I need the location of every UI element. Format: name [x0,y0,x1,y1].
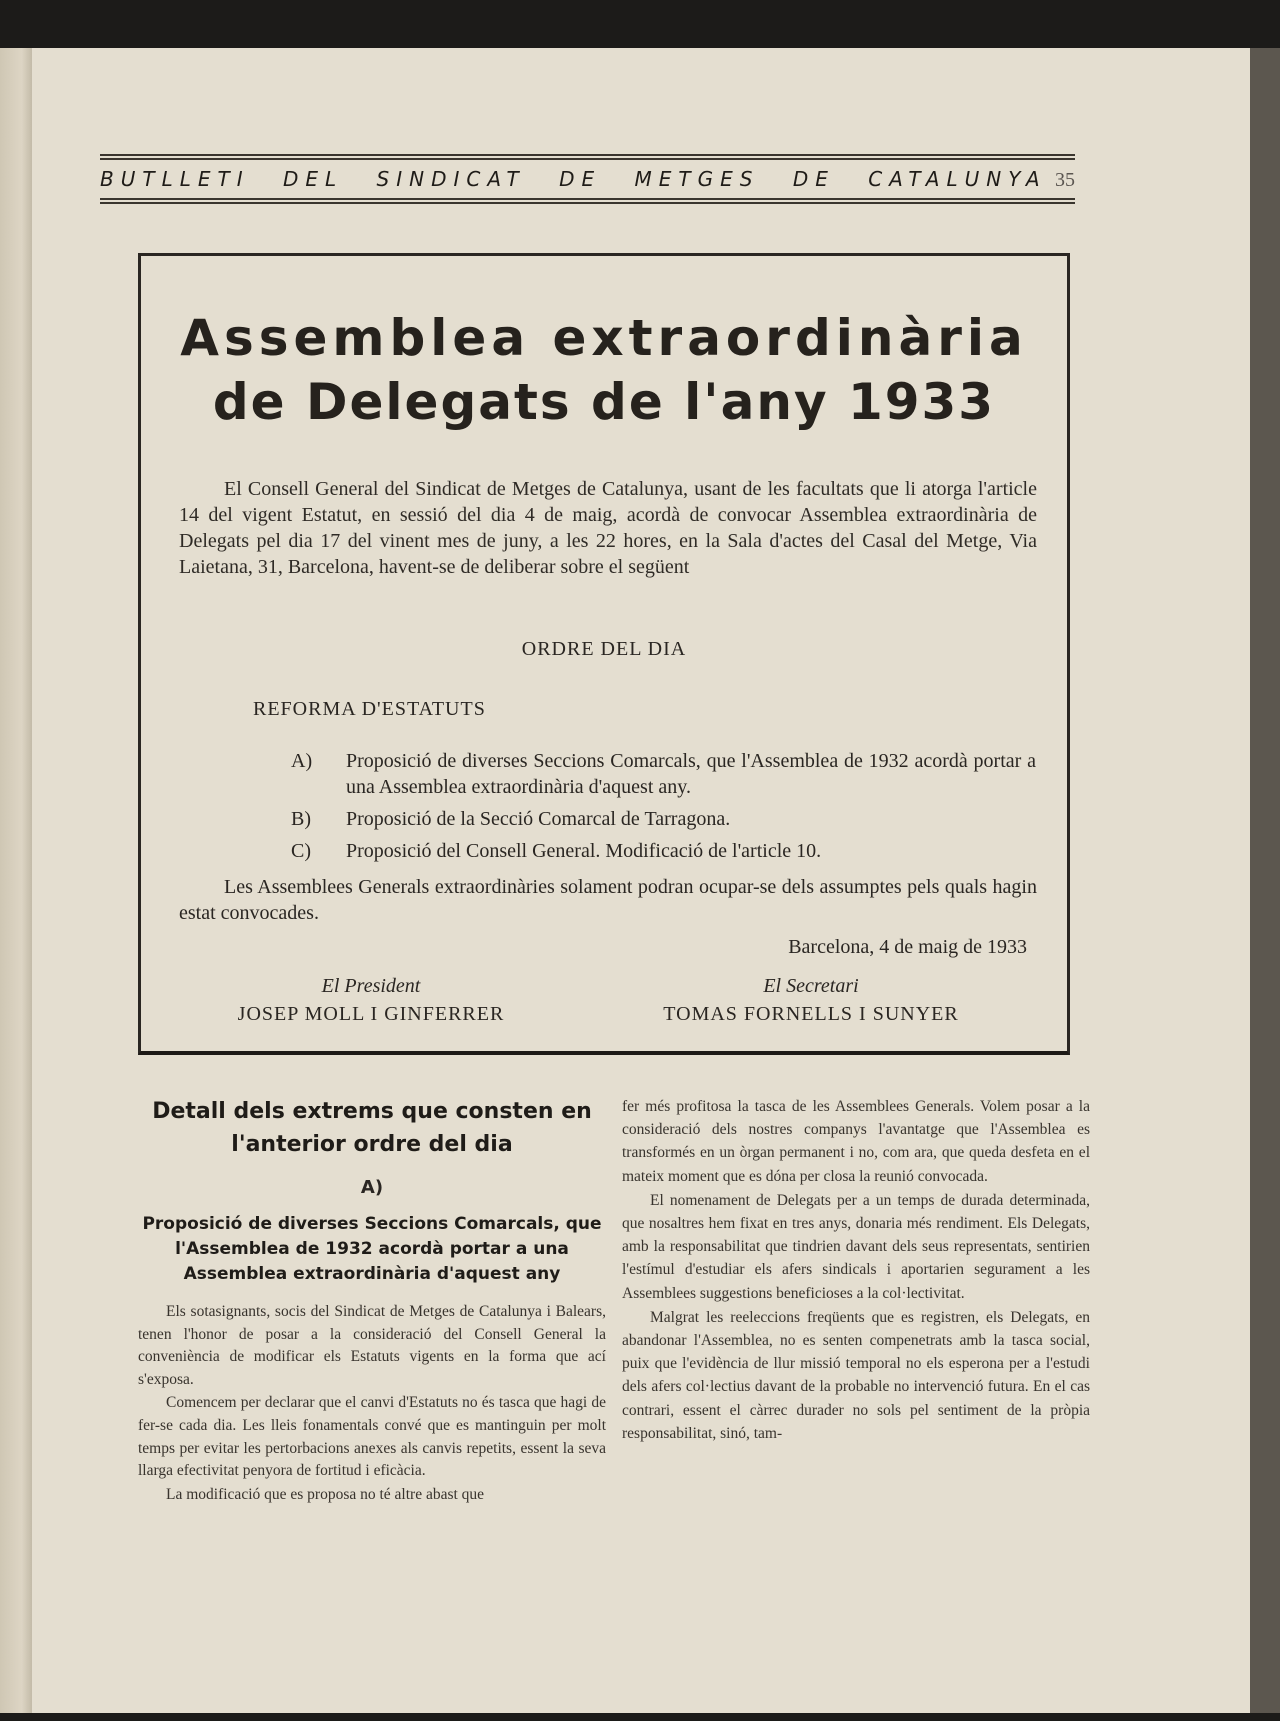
agenda-item-letter: B) [291,808,311,830]
notice-title [141,306,1067,434]
subsection-letter: A) [360,1177,384,1198]
header-row [100,162,1075,196]
signature-president [211,972,531,1028]
president-role: El President [321,975,421,997]
assembly-notice-box [138,253,1070,1055]
place-date: Barcelona, 4 de maig de 1933 [788,936,1027,958]
agenda-item-text: Proposició del Consell General. Modificació de l'article 10. [346,840,822,862]
page-number: 35 [1055,169,1075,191]
secretary-name: TOMAS FORNELLS I SUNYER [663,1003,959,1025]
header-rule-bottom-2 [100,202,1075,204]
notice-intro [179,476,1037,580]
journal-title: BUTLLETI DEL SINDICAT DE METGES DE CATALUNYA [100,167,1047,191]
agenda-item-letter: A) [291,750,313,772]
agenda-item [291,838,1036,864]
book-edge [1250,48,1280,1713]
agenda-item [291,806,1036,832]
paragraph: Els sotasignants, socis del Sindicat de Metges de Catalunya i Balears, tenen l'honor de posar a la consideració del Consell General la conveniència de modificar els Estatuts vigents en la forma que ací s'exposa. [138,1303,606,1388]
header-rule-bottom [100,198,1075,200]
paragraph: Malgrat les reeleccions freqüents que es registren, els Delegats, en abandonar l'Assemblea, no es senten compenetrats amb la tasca social, puix que l'evidència de llur missió temporal no els esperona per a l'estudi dels afers col·lectius davant de la probable no intervenció futura. En el cas contrari, essent el càrrec durader no sols pel sentiment de la pròpia responsabilitat, sinó, tam- [622,1308,1090,1442]
section-title: Detall dels extrems que consten en l'anterior ordre del dia [152,1099,592,1157]
running-header [100,152,1075,206]
agenda-items [291,748,1036,870]
agenda-item [291,748,1036,800]
paragraph: El nomenament de Delegats per a un temps de durada determinada, que nosaltres hem fixat en tres anys, donaria més rendiment. Els Delegats, amb la responsabilitat que tindrien davant dels seus representats, sentirien l'estímul d'estudiar els afers sindicals i aportarien segurament a les Assemblees suggestions beneficioses a la col·lectivitat. [622,1191,1090,1302]
agenda-item-letter: C) [291,840,311,862]
notice-title-line-1: Assemblea extraordinària [180,309,1028,367]
notice-closing-text: Les Assemblees Generals extraordinàries solament podran ocupar-se dels assumptes pels quals hagin estat convocades. [179,876,1037,924]
notice-intro-text: El Consell General del Sindicat de Metges de Catalunya, usant de les facultats que li atorga l'article 14 del vigent Estatut, en sessió del dia 4 de maig, acordà de convocar Assemblea extraordinària de Delegats pel dia 17 del vinent mes de juny, a les 22 hores, en la Sala d'actes del Casal del Metge, Via Laietana, 31, Barcelona, havent-se de deliberar sobre el següent [179,478,1037,578]
notice-title-line-2: de Delegats de l'any 1933 [212,373,996,431]
reforma-heading: REFORMA D'ESTATUTS [253,698,486,720]
right-column [622,1095,1090,1445]
left-column [138,1095,606,1506]
previous-page-edge [0,48,36,1713]
order-of-day-title: ORDRE DEL DIA [521,638,687,660]
paragraph: fer més profitosa la tasca de les Assemblees Generals. Volem posar a la consideració dels nostres companys l'avantatge que l'Assemblea es transformés en un òrgan permanent i no, com ara, que queda desfeta en el mateix moment que es dóna per closa la reunió convocada. [622,1098,1090,1185]
paragraph: Comencem per declarar que el canvi d'Estatuts no és tasca que hagi de fer-se cada dia. Les lleis fonamentals convé que es mantinguin per molt temps per evitar les pertorbacions anexes als canvis repetits, essent la seva llarga efectivitat penyora de fortitud i eficàcia. [138,1394,606,1480]
header-rule-top [100,154,1075,156]
president-name: JOSEP MOLL I GINFERRER [237,1003,505,1025]
agenda-item-text: Proposició de diverses Seccions Comarcals, que l'Assemblea de 1932 acordà portar a una Assemblea extraordinària d'aquest any. [346,750,1036,798]
subsection-title: Proposició de diverses Seccions Comarcals, que l'Assemblea de 1932 acordà portar a una Assemblea extraordinària d'aquest any [142,1214,602,1284]
secretary-role: El Secretari [763,975,859,997]
header-rule-top-2 [100,158,1075,160]
agenda-item-text: Proposició de la Secció Comarcal de Tarragona. [346,808,731,830]
notice-closing [179,874,1037,926]
paragraph: La modificació que es proposa no té altre abast que [166,1485,485,1503]
signature-secretary [631,972,991,1028]
